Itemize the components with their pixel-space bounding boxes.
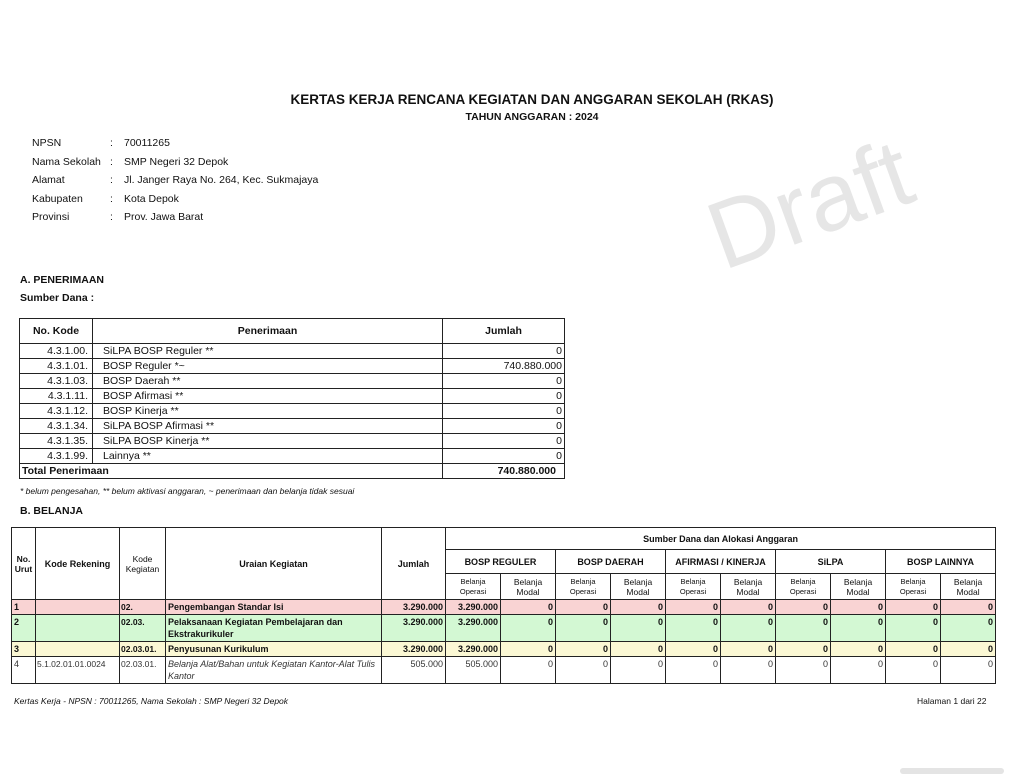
row-penerimaan: SiLPA BOSP Kinerja **	[93, 434, 443, 449]
info-colon: :	[110, 192, 113, 205]
row-jumlah: 3.290.000	[382, 600, 446, 615]
row-belanja-modal: 0	[501, 615, 556, 642]
row-belanja-operasi: 0	[666, 657, 721, 684]
row-kode-rekening	[36, 600, 120, 615]
row-belanja-operasi: 3.290.000	[446, 615, 501, 642]
row-belanja-modal: 0	[831, 642, 886, 657]
row-belanja-modal: 0	[941, 642, 996, 657]
header-group-bosp-reguler: BOSP REGULER	[446, 550, 556, 574]
row-no-urut: 1	[12, 600, 36, 615]
row-jumlah: 3.290.000	[382, 642, 446, 657]
row-belanja-operasi: 0	[886, 615, 941, 642]
row-jumlah: 3.290.000	[382, 615, 446, 642]
header-belanja-operasi: Belanja Operasi	[886, 574, 941, 600]
info-label: NPSN	[32, 137, 62, 149]
penerimaan-row	[20, 359, 565, 374]
row-penerimaan: BOSP Afirmasi **	[93, 389, 443, 404]
row-belanja-modal: 0	[941, 657, 996, 684]
row-jumlah: 0	[443, 344, 565, 359]
penerimaan-row	[20, 434, 565, 449]
info-label: Alamat	[32, 174, 65, 186]
info-colon: :	[110, 211, 113, 223]
total-penerimaan-row	[20, 464, 565, 479]
document-title: KERTAS KERJA RENCANA KEGIATAN DAN ANGGARAN SEKOLAH (RKAS)	[290, 92, 774, 107]
info-row-nama-sekolah	[32, 156, 318, 175]
row-belanja-operasi: 0	[776, 615, 831, 642]
header-jumlah: Jumlah	[382, 528, 446, 600]
row-uraian-kegiatan: Pelaksanaan Kegiatan Pembelajaran dan Ekstrakurikuler	[166, 615, 382, 642]
header-belanja-modal: Belanja Modal	[831, 574, 886, 600]
row-belanja-modal: 0	[721, 600, 776, 615]
row-belanja-operasi: 0	[886, 642, 941, 657]
header-uraian-kegiatan: Uraian Kegiatan	[166, 528, 382, 600]
header-group-bosp-lainnya: BOSP LAINNYA	[886, 550, 996, 574]
row-belanja-operasi: 505.000	[446, 657, 501, 684]
row-belanja-modal: 0	[721, 615, 776, 642]
row-belanja-operasi: 0	[556, 600, 611, 615]
header-group-afirmasi-kinerja: AFIRMASI / KINERJA	[666, 550, 776, 574]
belanja-row	[12, 642, 996, 657]
row-belanja-modal: 0	[611, 642, 666, 657]
header-kode-rekening: Kode Rekening	[36, 528, 120, 600]
row-belanja-modal: 0	[721, 642, 776, 657]
header-belanja-operasi: Belanja Operasi	[666, 574, 721, 600]
row-belanja-modal: 0	[501, 642, 556, 657]
section-penerimaan-title: A. PENERIMAAN	[20, 274, 105, 286]
header-belanja-operasi: Belanja Operasi	[776, 574, 831, 600]
info-colon: :	[110, 137, 113, 149]
row-penerimaan: BOSP Daerah **	[93, 374, 443, 389]
row-kode-kegiatan: 02.	[120, 600, 166, 615]
row-kode: 4.3.1.12.	[20, 404, 93, 419]
draft-watermark: Draft	[693, 118, 926, 291]
header-jumlah: Jumlah	[443, 319, 565, 344]
header-belanja-operasi: Belanja Operasi	[446, 574, 501, 600]
section-belanja-title: B. BELANJA	[20, 505, 84, 517]
row-no-urut: 4	[12, 657, 36, 684]
row-uraian-kegiatan: Belanja Alat/Bahan untuk Kegiatan Kantor-Alat Tulis Kantor	[166, 657, 382, 684]
row-jumlah: 0	[443, 404, 565, 419]
info-row-kabupaten	[32, 193, 318, 212]
row-kode: 4.3.1.01.	[20, 359, 93, 374]
penerimaan-row	[20, 344, 565, 359]
row-penerimaan: SiLPA BOSP Afirmasi **	[93, 419, 443, 434]
penerimaan-row	[20, 404, 565, 419]
row-kode-kegiatan: 02.03.	[120, 615, 166, 642]
belanja-row	[12, 600, 996, 615]
header-no-urut: No. Urut	[12, 528, 36, 600]
row-belanja-modal: 0	[501, 657, 556, 684]
row-jumlah: 740.880.000	[443, 359, 565, 374]
header-sumber-dana: Sumber Dana dan Alokasi Anggaran	[446, 528, 996, 550]
row-kode: 4.3.1.99.	[20, 449, 93, 464]
info-value: SMP Negeri 32 Depok	[124, 155, 229, 168]
header-belanja-modal: Belanja Modal	[941, 574, 996, 600]
belanja-row	[12, 615, 996, 642]
row-penerimaan: SiLPA BOSP Reguler **	[93, 344, 443, 359]
row-belanja-operasi: 3.290.000	[446, 642, 501, 657]
row-jumlah: 0	[443, 374, 565, 389]
row-kode-rekening	[36, 642, 120, 657]
row-kode-kegiatan: 02.03.01.	[120, 657, 166, 684]
header-belanja-modal: Belanja Modal	[501, 574, 556, 600]
row-kode: 4.3.1.34.	[20, 419, 93, 434]
penerimaan-row	[20, 419, 565, 434]
row-belanja-operasi: 3.290.000	[446, 600, 501, 615]
row-belanja-modal: 0	[611, 657, 666, 684]
info-value: Jl. Janger Raya No. 264, Kec. Sukmajaya	[124, 174, 319, 186]
row-jumlah: 0	[443, 449, 565, 464]
info-label: Kabupaten	[32, 192, 83, 205]
total-label: Total Penerimaan	[20, 464, 443, 479]
header-group-silpa: SiLPA	[776, 550, 886, 574]
belanja-table	[11, 527, 996, 684]
row-belanja-modal: 0	[941, 600, 996, 615]
info-colon: :	[110, 174, 113, 186]
row-belanja-operasi: 0	[666, 600, 721, 615]
info-row-provinsi	[32, 211, 318, 230]
row-penerimaan: BOSP Kinerja **	[93, 404, 443, 419]
row-belanja-modal: 0	[721, 657, 776, 684]
row-belanja-modal: 0	[831, 657, 886, 684]
penerimaan-row	[20, 374, 565, 389]
header-group-bosp-daerah: BOSP DAERAH	[556, 550, 666, 574]
school-info	[32, 137, 318, 230]
info-value: 70011265	[124, 137, 170, 149]
document-subtitle: TAHUN ANGGARAN : 2024	[465, 111, 599, 123]
belanja-row	[12, 657, 996, 684]
row-belanja-operasi: 0	[556, 642, 611, 657]
row-kode: 4.3.1.11.	[20, 389, 93, 404]
row-jumlah: 505.000	[382, 657, 446, 684]
row-belanja-operasi: 0	[666, 615, 721, 642]
row-jumlah: 0	[443, 419, 565, 434]
info-label: Nama Sekolah	[32, 155, 101, 168]
row-uraian-kegiatan: Pengembangan Standar Isi	[166, 600, 382, 615]
row-kode-kegiatan: 02.03.01.	[120, 642, 166, 657]
row-penerimaan: Lainnya **	[93, 449, 443, 464]
row-jumlah: 0	[443, 389, 565, 404]
penerimaan-header-row	[20, 319, 565, 344]
row-belanja-operasi: 0	[776, 642, 831, 657]
horizontal-scrollbar[interactable]	[900, 768, 1004, 774]
penerimaan-note: * belum pengesahan, ** belum aktivasi anggaran, ~ penerimaan dan belanja tidak sesuai	[20, 486, 355, 496]
row-belanja-operasi: 0	[776, 657, 831, 684]
sumber-dana-label: Sumber Dana :	[20, 292, 95, 304]
penerimaan-table	[19, 318, 565, 479]
row-belanja-operasi: 0	[556, 657, 611, 684]
info-colon: :	[110, 155, 113, 168]
row-kode: 4.3.1.35.	[20, 434, 93, 449]
row-jumlah: 0	[443, 434, 565, 449]
header-kode-kegiatan: Kode Kegiatan	[120, 528, 166, 600]
row-penerimaan: BOSP Reguler *~	[93, 359, 443, 374]
info-label: Provinsi	[32, 211, 70, 223]
row-belanja-operasi: 0	[556, 615, 611, 642]
row-belanja-operasi: 0	[776, 600, 831, 615]
footer-info: Kertas Kerja - NPSN : 70011265, Nama Sekolah : SMP Negeri 32 Depok	[14, 696, 289, 706]
total-value: 740.880.000	[443, 464, 565, 479]
row-belanja-modal: 0	[831, 600, 886, 615]
info-value: Prov. Jawa Barat	[124, 211, 204, 223]
penerimaan-row	[20, 389, 565, 404]
row-belanja-operasi: 0	[666, 642, 721, 657]
row-belanja-operasi: 0	[886, 600, 941, 615]
info-value: Kota Depok	[124, 192, 179, 205]
header-belanja-modal: Belanja Modal	[721, 574, 776, 600]
header-penerimaan: Penerimaan	[93, 319, 443, 344]
row-no-urut: 3	[12, 642, 36, 657]
info-row-npsn	[32, 137, 318, 156]
row-kode-rekening	[36, 615, 120, 642]
row-kode-rekening: 5.1.02.01.01.0024	[36, 657, 120, 684]
belanja-header-row-1	[12, 528, 996, 550]
row-belanja-modal: 0	[611, 600, 666, 615]
row-kode: 4.3.1.00.	[20, 344, 93, 359]
row-belanja-modal: 0	[501, 600, 556, 615]
header-belanja-modal: Belanja Modal	[611, 574, 666, 600]
header-belanja-operasi: Belanja Operasi	[556, 574, 611, 600]
page-number: Halaman 1 dari 22	[917, 696, 987, 706]
row-belanja-modal: 0	[831, 615, 886, 642]
header-no-kode: No. Kode	[20, 319, 93, 344]
row-uraian-kegiatan: Penyusunan Kurikulum	[166, 642, 382, 657]
info-row-alamat	[32, 174, 318, 193]
row-belanja-modal: 0	[941, 615, 996, 642]
row-belanja-operasi: 0	[886, 657, 941, 684]
penerimaan-row	[20, 449, 565, 464]
row-kode: 4.3.1.03.	[20, 374, 93, 389]
row-no-urut: 2	[12, 615, 36, 642]
row-belanja-modal: 0	[611, 615, 666, 642]
